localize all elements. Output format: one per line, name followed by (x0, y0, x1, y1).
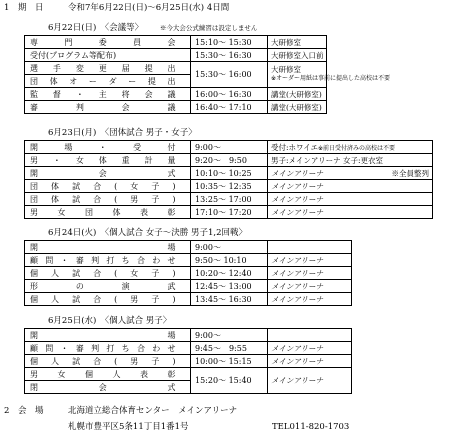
venue-address: 札幌市豊平区5条11丁目1番1号 (68, 422, 189, 432)
table-row: 閉会式 (25, 381, 352, 394)
table-row: 開場 9:00〜 (25, 329, 352, 342)
schedule-table (24, 328, 352, 394)
table-row: 男女個人表彰 15:20〜 15:40 メインアリーナ (25, 368, 352, 381)
table-row: 受付(プログラム等配布) 15:30〜 16:30 大研修室入口前 (25, 49, 327, 62)
table-row: 団体試合(男子) 13:25〜 17:00 メインアリーナ (25, 193, 433, 206)
day-title: 6月23日(月) 〈団体試合 男子・女子〉 (48, 128, 197, 138)
place-right-note: ※全員整列 (391, 168, 429, 178)
schedule-table (24, 140, 433, 219)
table-row: 顧問・審判打ち合わせ 9:50〜 10:10 メインアリーナ (25, 254, 352, 267)
schedule-table (24, 35, 391, 114)
table-row: 個人試合(男子) 13:45〜 16:30 メインアリーナ (25, 293, 352, 306)
day-title: 6月25日(水) 〈個人試合 男子〉 (48, 316, 172, 326)
table-row: 団体オーダー提出 (25, 75, 327, 88)
table-row: 審判会議 16:40〜 17:10 講堂(大研修室) (25, 101, 327, 114)
place-note: ※前日受付済みの高校は不要 (318, 144, 396, 152)
table-row: 開場 9:00〜 (25, 241, 352, 254)
venue-name: 北海道立総合体育センター メインアリーナ (68, 406, 238, 416)
period-number: 1 (4, 3, 10, 13)
day-section-0625 (24, 314, 352, 394)
day-section-0624 (24, 226, 352, 306)
period-label: 期 日 (18, 3, 44, 13)
schedule-table (24, 240, 352, 306)
table-row: 形の演武 12:45〜 13:00 メインアリーナ (25, 280, 352, 293)
day-title: 6月22日(日) 〈会議等〉 ※今大会公式練習は設定しません (48, 23, 258, 33)
period-value: 令和7年6月22日(日)〜6月25日(水) 4日間 (68, 3, 230, 13)
day-section-0623 (24, 126, 433, 219)
table-row: 男・女体重計量 9:20〜 9:50 男子:メインアリーナ 女子:更衣室 (25, 154, 433, 167)
table-row: 監督・主将会議 16:00〜 16:30 講堂(大研修室) (25, 88, 327, 101)
day-note: ※今大会公式練習は設定しません (159, 24, 258, 32)
table-row: 男女団体表彰 17:10〜 17:20 メインアリーナ (25, 206, 433, 219)
venue-number: 2 (4, 406, 10, 416)
table-row: 個人試合(男子) 10:00〜 15:15 メインアリーナ (25, 355, 352, 368)
table-row: 選手変更届提出 15:30〜 16:00 大研修室 ※オーダー用紙は事前に提出した高校は不要 (25, 62, 327, 75)
day-title: 6月24日(火) 〈個人試合 女子〜決勝 男子1,2回戦〉 (48, 228, 248, 238)
table-row: 団体試合(女子) 10:35〜 12:35 メインアリーナ (25, 180, 433, 193)
table-row: 開会式 10:10〜 10:25 メインアリーナ ※全員整列 (25, 167, 433, 180)
table-row: 開場・受付 9:00〜 受付:ホワイエ※前日受付済みの高校は不要 (25, 141, 433, 154)
venue-tel: TEL011-820-1703 (272, 422, 350, 432)
place-note: ※オーダー用紙は事前に提出した高校は不要 (271, 75, 391, 83)
table-row: 顧問・審判打ち合わせ 9:45〜 9:55 メインアリーナ (25, 342, 352, 355)
table-row: 個人試合(女子) 10:20〜 12:40 メインアリーナ (25, 267, 352, 280)
venue-label: 会 場 (18, 406, 44, 416)
day-section-0622 (24, 21, 391, 114)
table-row: 専門委員会 15:10〜 15:30 大研修室 (25, 36, 327, 49)
